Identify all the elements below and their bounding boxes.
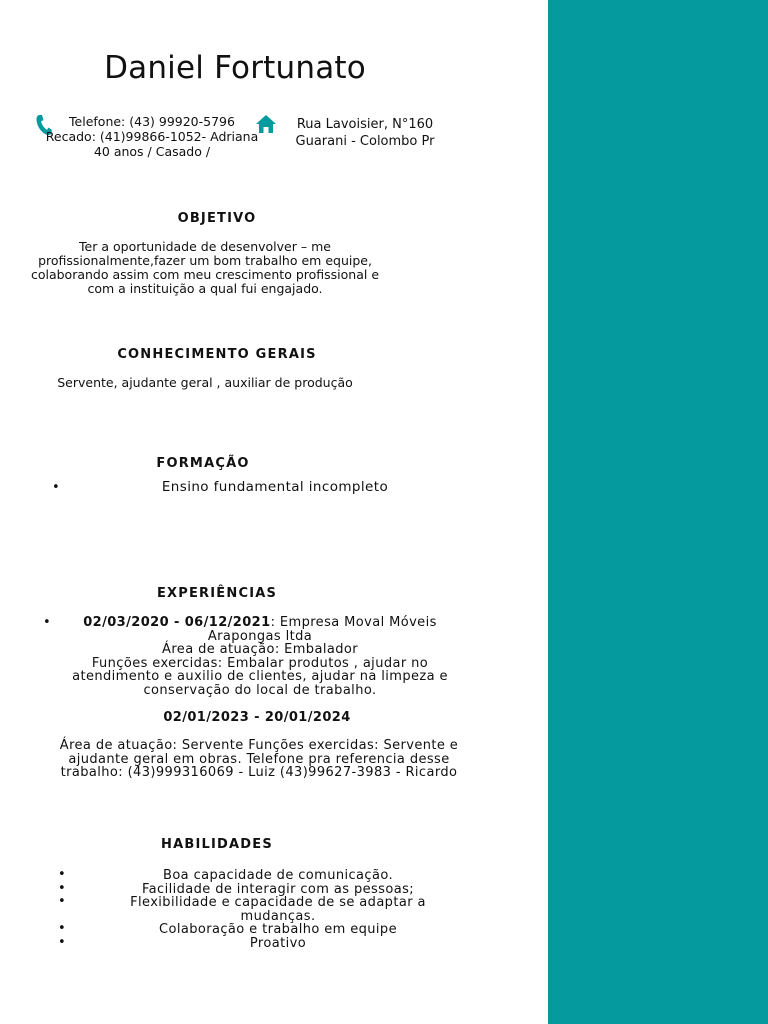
experiencias-heading: EXPERIÊNCIAS	[156, 586, 278, 601]
objetivo-heading: OBJETIVO	[177, 211, 257, 226]
objetivo-line-2: profissionalmente,fazer um bom trabalho em equipe,	[38, 253, 372, 268]
skill-bullet-3-spacer	[58, 909, 66, 923]
formacao-bullet: •	[52, 480, 60, 495]
job2-line-3: trabalho: (43)999316069 - Luiz (43)99627-3983 - Ricardo	[60, 765, 458, 780]
experiencia-bullet: •	[43, 615, 51, 630]
skill-bullet-1: •	[58, 867, 66, 882]
skill-item-1: Boa capacidade de comunicação.	[163, 868, 393, 883]
contact-address-block	[282, 116, 448, 150]
recado-line: Recado: (41)99866-1052- Adriana	[45, 129, 259, 144]
home-icon	[255, 114, 277, 134]
job2-dates: 02/01/2023 - 20/01/2024	[163, 710, 351, 725]
job2-line-2: ajudante geral em obras. Telefone pra referencia desse	[68, 751, 450, 767]
skill-bullet-4: •	[58, 921, 66, 936]
contact-phone-block	[44, 114, 260, 159]
conhecimentos-heading: CONHECIMENTO GERAIS	[117, 347, 317, 362]
habilidades-heading: HABILIDADES	[161, 837, 273, 852]
skill-item-5: Proativo	[249, 935, 307, 951]
skill-bullet-2: •	[58, 880, 66, 896]
objetivo-line-4: com a instituição a qual fui engajado.	[87, 281, 323, 296]
job1-company-line-2: Arapongas ltda	[207, 628, 313, 644]
address-line-1: Rua Lavoisier, N°160	[296, 117, 434, 132]
skill-bullet-5: •	[58, 934, 66, 950]
skill-item-2: Facilidade de interagir com as pessoas;	[141, 881, 415, 897]
job1-company: : Empresa Moval Móveis	[270, 615, 437, 630]
job1-dates: 02/03/2020 - 06/12/2021	[83, 615, 271, 630]
skill-item-4: Colaboração e trabalho em equipe	[159, 922, 397, 937]
experiencia-job-2	[36, 739, 482, 780]
address-line-2: Guarani - Colombo Pr	[295, 134, 435, 149]
accent-sidebar	[548, 0, 768, 1024]
skill-bullet-3: •	[58, 894, 66, 909]
skill-item-3-line-1: Flexibilidade e capacidade de se adaptar a	[130, 895, 426, 910]
job1-func-line-1: Funções exercidas: Embalar produtos , ajudar no	[91, 655, 429, 671]
formacao-heading: FORMAÇÃO	[156, 456, 250, 471]
job1-area: Área de atuação: Embalador	[162, 642, 358, 657]
job1-func-line-2: atendimento e auxilio de clientes, ajudar na limpeza e	[72, 669, 448, 684]
objetivo-line-1: Ter a oportunidade de desenvolver – me	[79, 239, 331, 254]
job2-line-1: Área de atuação: Servente Funções exercidas: Servente e	[59, 738, 459, 753]
objetivo-line-3: colaborando assim com meu crescimento profissional e	[30, 267, 380, 282]
habilidades-list	[90, 869, 466, 950]
job1-func-line-3: conservação do local de trabalho.	[143, 682, 377, 698]
candidate-name: Daniel Fortunato	[104, 50, 366, 86]
experiencia-job-1	[40, 616, 480, 697]
skill-item-3-line-2: mudanças.	[240, 908, 316, 924]
conhecimentos-text: Servente, ajudante geral , auxiliar de produção	[57, 375, 353, 390]
phone-line: Telefone: (43) 99920-5796	[69, 114, 235, 129]
age-line: 40 anos / Casado /	[93, 144, 211, 159]
habilidades-bullets	[58, 868, 66, 949]
formacao-item: Ensino fundamental incompleto	[161, 479, 389, 495]
objetivo-text	[10, 240, 400, 296]
